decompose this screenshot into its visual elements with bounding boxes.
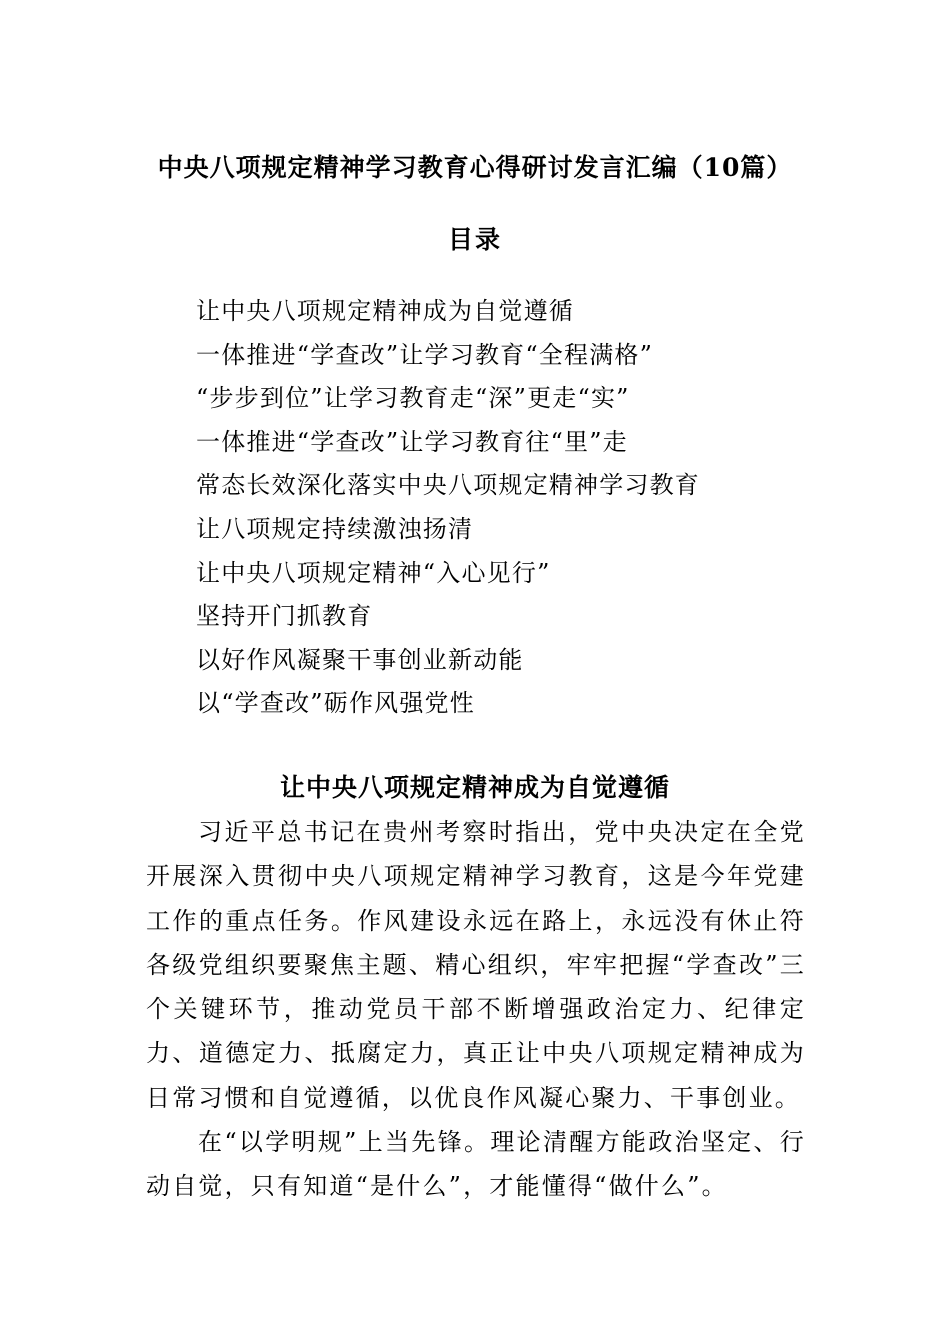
toc-heading: 目录	[447, 225, 502, 254]
toc-item: 让八项规定持续激浊扬清	[196, 514, 474, 543]
table-of-contents	[196, 290, 700, 726]
body-paragraph: 习近平总书记在贵州考察时指出，党中央决定在全党开展深入贯彻中央八项规定精神学习教育，这是今年党建工作的重点任务。作风建设永远在路上，永远没有休止符各级党组织要聚焦主题、精心组织，牢牢把握“学查改”三个关键环节，推动党员干部不断增强政治定力、纪律定力、道德定力、抵腐定力，真正让中央八项规定精神成为日常习惯和自觉遵循，以优良作风凝心聚力、干事创业。	[146, 818, 806, 1112]
toc-item: 一体推进“学查改”让学习教育往“里”走	[196, 427, 628, 456]
toc-item: 以“学查改”砺作风强党性	[196, 689, 475, 718]
toc-item: 坚持开门抓教育	[196, 602, 373, 631]
section-body	[146, 810, 806, 1209]
toc-item: 以好作风凝聚干事创业新动能	[196, 645, 524, 674]
toc-item: 让中央八项规定精神“入心见行”	[196, 558, 551, 587]
toc-item: 一体推进“学查改”让学习教育“全程满格”	[196, 340, 654, 369]
section-title: 让中央八项规定精神成为自觉遵循	[279, 773, 670, 802]
body-paragraph: 在“以学明规”上当先锋。理论清醒方能政治坚定、行动自觉，只有知道“是什么”，才能懂得“做什么”。	[146, 1128, 806, 1201]
toc-item: 让中央八项规定精神成为自觉遵循	[196, 297, 574, 325]
toc-item: 常态长效深化落实中央八项规定精神学习教育	[196, 471, 700, 500]
toc-item: “步步到位”让学习教育走“深”更走“实”	[196, 384, 630, 413]
document-title: 中央八项规定精神学习教育心得研讨发言汇编（10篇）	[157, 153, 793, 182]
